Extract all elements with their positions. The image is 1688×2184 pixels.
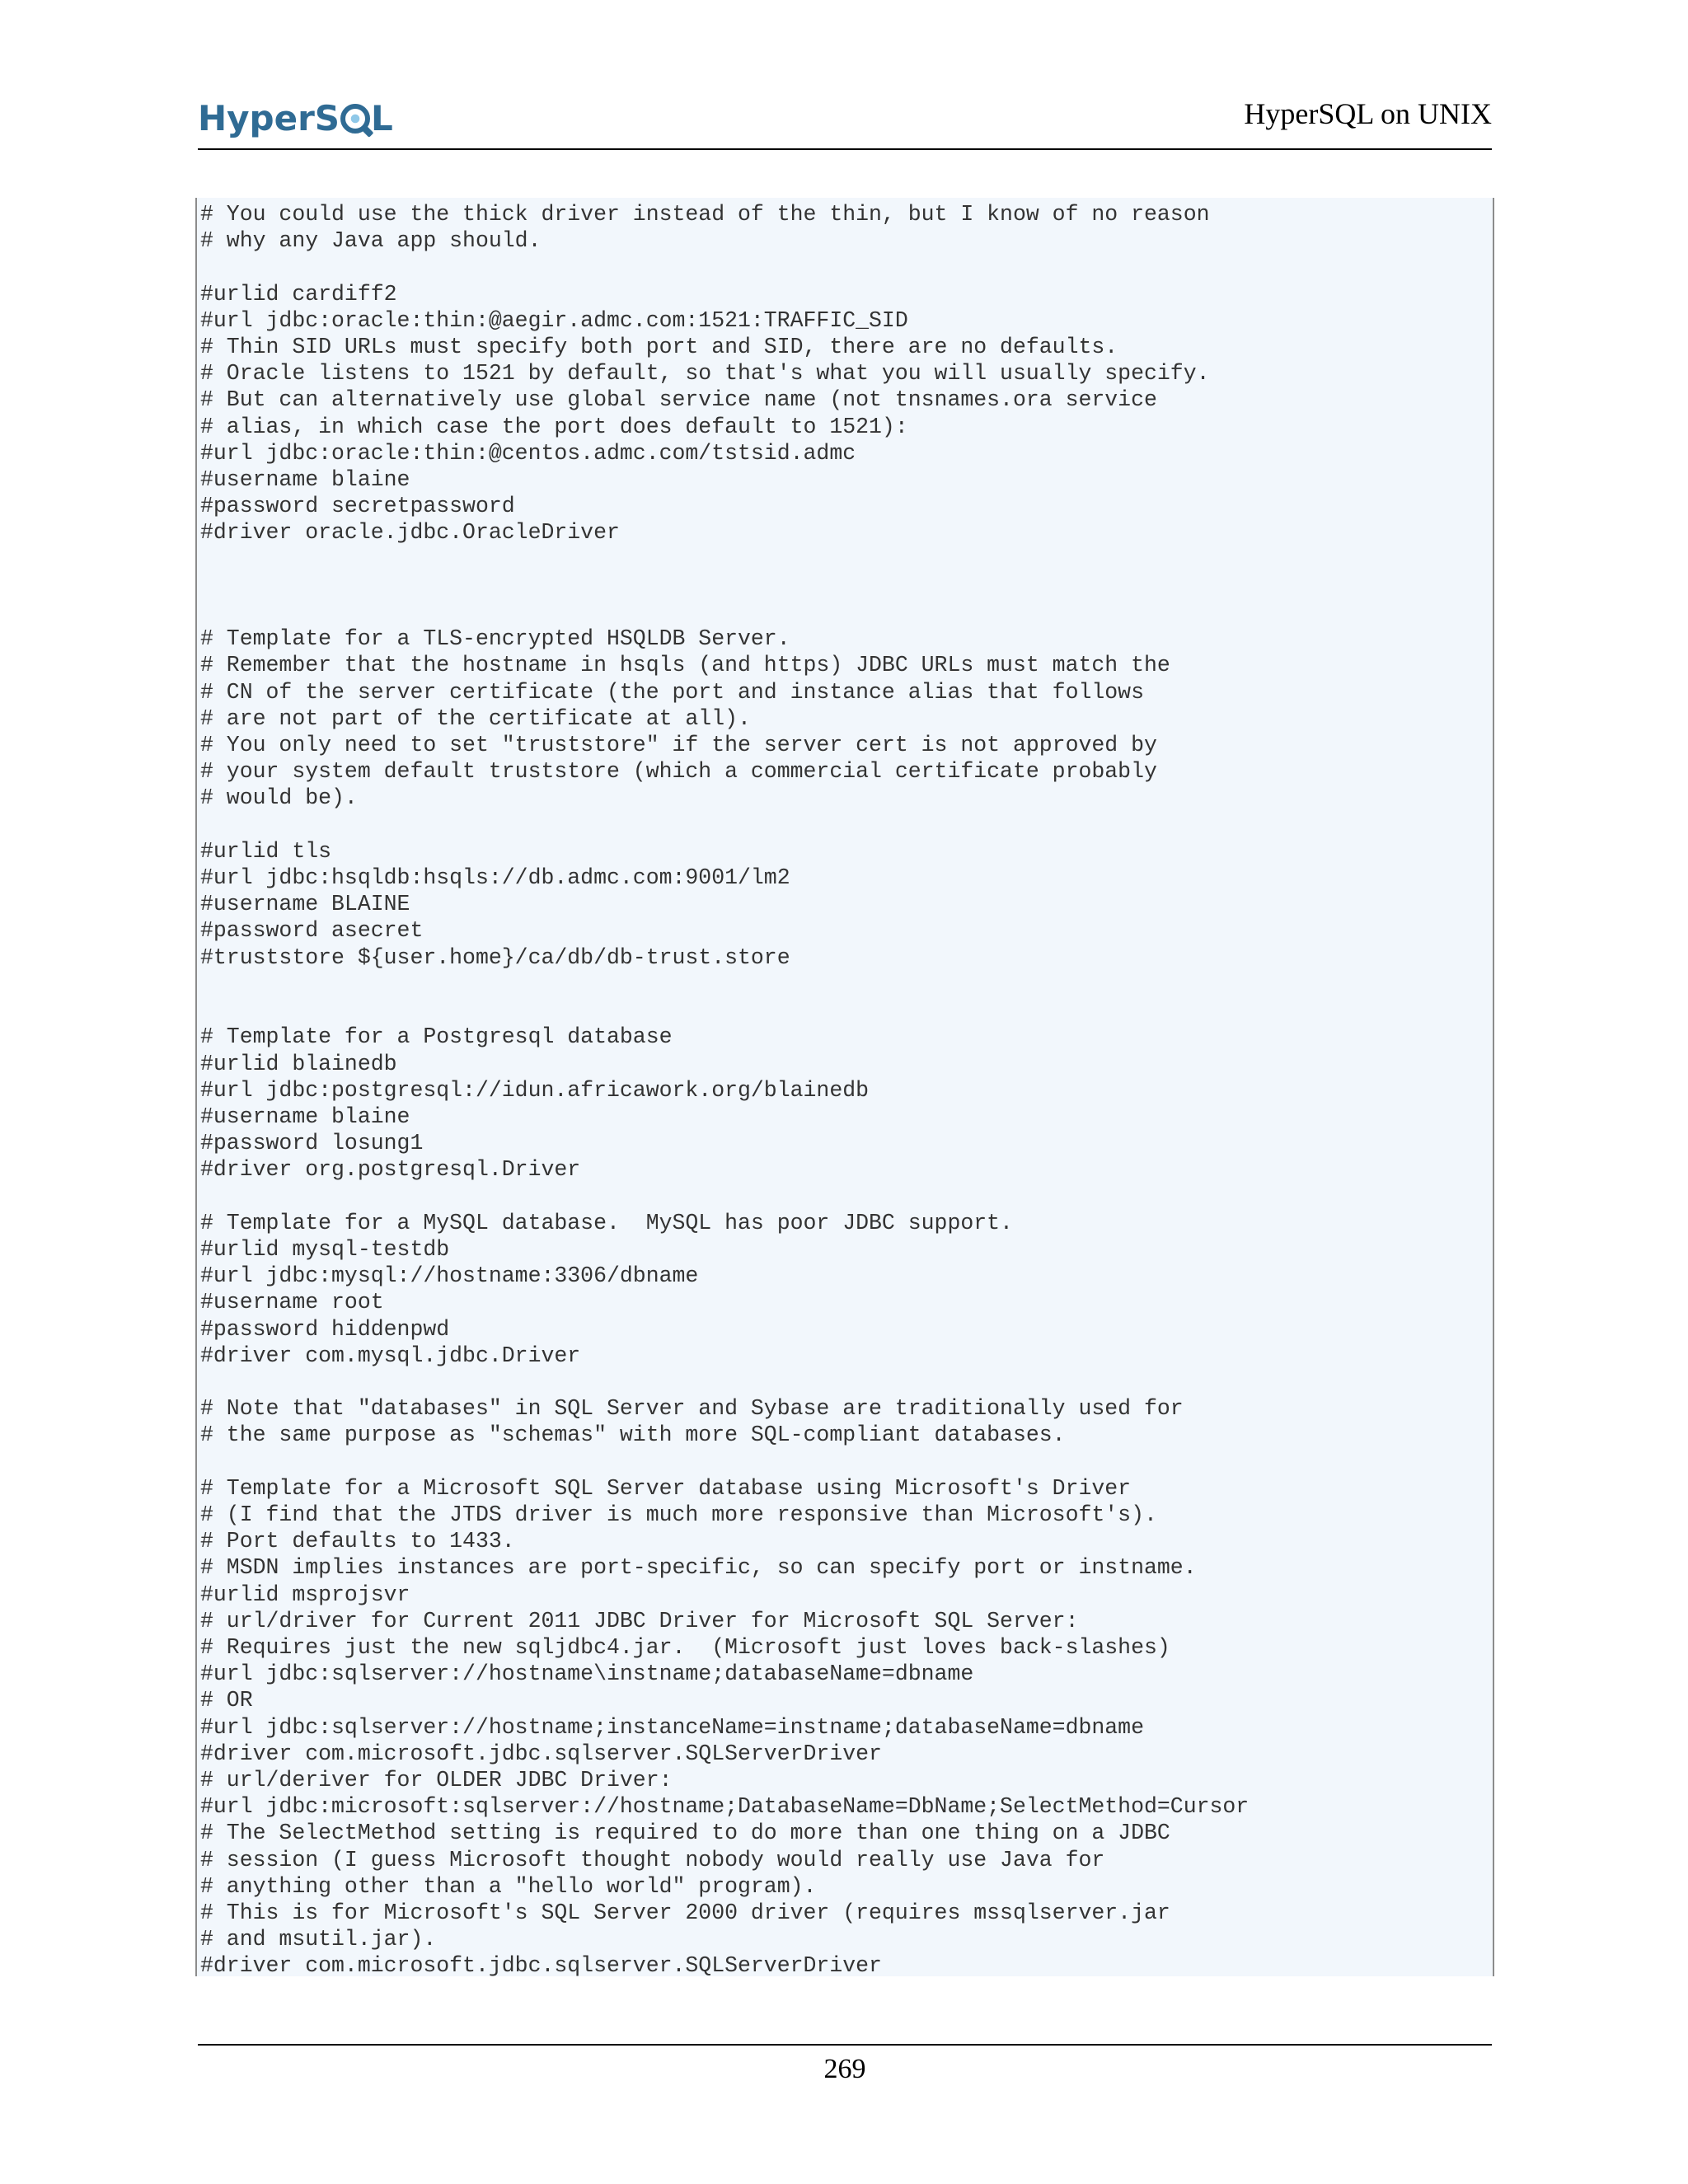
code-line: # Template for a MySQL database. MySQL has poor JDBC support.	[200, 1210, 1013, 1235]
magnifier-q-icon	[340, 104, 370, 134]
code-line: #truststore ${user.home}/ca/db/db-trust.store	[200, 944, 790, 970]
code-line: # Template for a TLS-encrypted HSQLDB Server.	[200, 626, 790, 652]
code-line: # your system default truststore (which a commercial certificate probably	[200, 759, 1157, 785]
code-line: #username blaine	[200, 1104, 410, 1129]
code-line: #password losung1	[200, 1131, 424, 1156]
code-line: # Thin SID URLs must specify both port and SID, there are no defaults.	[200, 335, 1118, 360]
logo-text-left: HyperS	[198, 98, 340, 138]
code-line: # You could use the thick driver instead of the thin, but I know of no reason	[200, 202, 1210, 227]
code-line: #url jdbc:mysql://hostname:3306/dbname	[200, 1263, 699, 1289]
code-line: #driver com.microsoft.jdbc.sqlserver.SQLServerDriver	[200, 1953, 882, 1976]
code-line: # But can alternatively use global service name (not tnsnames.ora service	[200, 387, 1157, 413]
code-line: #driver org.postgresql.Driver	[200, 1157, 581, 1183]
code-line: # The SelectMethod setting is required to do more than one thing on a JDBC	[200, 1821, 1170, 1846]
code-line: # (I find that the JTDS driver is much more responsive than Microsoft's).	[200, 1502, 1157, 1527]
code-line: # Template for a Microsoft SQL Server database using Microsoft's Driver	[200, 1475, 1132, 1501]
code-line: #password asecret	[200, 918, 424, 944]
code-line: # This is for Microsoft's SQL Server 2000 driver (requires mssqlserver.jar	[200, 1900, 1170, 1925]
code-line: # why any Java app should.	[200, 228, 542, 254]
code-line: # alias, in which case the port does default to 1521):	[200, 414, 908, 439]
code-line: #driver com.microsoft.jdbc.sqlserver.SQLServerDriver	[200, 1741, 882, 1766]
code-line: #driver oracle.jdbc.OracleDriver	[200, 520, 620, 546]
code-line: #urlid msprojsvr	[200, 1582, 410, 1607]
code-line: # url/driver for Current 2011 JDBC Driver for Microsoft SQL Server:	[200, 1608, 1079, 1633]
code-line: #url jdbc:sqlserver://hostname;instanceName=instname;databaseName=dbname	[200, 1714, 1144, 1740]
code-line: #username BLAINE	[200, 892, 410, 917]
code-line: # Oracle listens to 1521 by default, so that's what you will usually specify.	[200, 361, 1210, 387]
code-line: #url jdbc:oracle:thin:@aegir.admc.com:1521:TRAFFIC_SID	[200, 307, 908, 333]
code-line: #urlid blainedb	[200, 1051, 397, 1076]
code-line: # session (I guess Microsoft thought nobody would really use Java for	[200, 1847, 1105, 1872]
code-line: # url/deriver for OLDER JDBC Driver:	[200, 1767, 673, 1793]
code-line: #url jdbc:postgresql://idun.africawork.org/blainedb	[200, 1077, 870, 1103]
code-line: #password secretpassword	[200, 494, 515, 519]
page-number: 269	[823, 2054, 866, 2084]
code-line: # OR	[200, 1688, 253, 1713]
code-line: # MSDN implies instances are port-specific, so can specify port or instname.	[200, 1555, 1197, 1581]
code-line: #urlid tls	[200, 838, 332, 864]
code-line: #urlid cardiff2	[200, 281, 397, 307]
code-line: # and msutil.jar).	[200, 1927, 437, 1952]
code-line: #url jdbc:sqlserver://hostname\instname;databaseName=dbname	[200, 1661, 974, 1687]
code-line: #username blaine	[200, 467, 410, 493]
code-line: #url jdbc:oracle:thin:@centos.admc.com/tstsid.admc	[200, 440, 856, 466]
code-line: # Template for a Postgresql database	[200, 1024, 673, 1050]
code-line: # CN of the server certificate (the port and instance alias that follows	[200, 679, 1144, 705]
running-title: HyperSQL on UNIX	[1244, 97, 1492, 130]
code-line: # the same purpose as "schemas" with more SQL-compliant databases.	[200, 1422, 1066, 1448]
code-line: #driver com.mysql.jdbc.Driver	[200, 1343, 581, 1368]
footer-rule	[198, 2044, 1492, 2046]
hypersql-logo	[198, 97, 393, 140]
code-text	[197, 198, 1493, 1976]
logo-text-right: L	[371, 98, 393, 138]
code-line: #password hiddenpwd	[200, 1316, 450, 1342]
code-line: # would be).	[200, 785, 358, 811]
code-line: # anything other than a "hello world" program).	[200, 1873, 817, 1899]
code-line: #url jdbc:hsqldb:hsqls://db.admc.com:9001/lm2	[200, 865, 790, 891]
code-line: # You only need to set "truststore" if the server cert is not approved by	[200, 733, 1157, 758]
code-line: # Port defaults to 1433.	[200, 1529, 515, 1554]
code-line: # Remember that the hostname in hsqls (and https) JDBC URLs must match the	[200, 653, 1170, 678]
code-line: # are not part of the certificate at all).	[200, 705, 751, 731]
code-line: # Note that "databases" in SQL Server and Sybase are traditionally used for	[200, 1396, 1184, 1422]
code-line: #urlid mysql-testdb	[200, 1236, 450, 1262]
code-line: # Requires just the new sqljdbc4.jar. (Microsoft just loves back-slashes)	[200, 1634, 1170, 1660]
code-listing	[195, 198, 1494, 1976]
code-line: #username root	[200, 1290, 384, 1315]
code-line: #url jdbc:microsoft:sqlserver://hostname;DatabaseName=DbName;SelectMethod=Cursor	[200, 1794, 1250, 1820]
page-header	[198, 91, 1492, 150]
